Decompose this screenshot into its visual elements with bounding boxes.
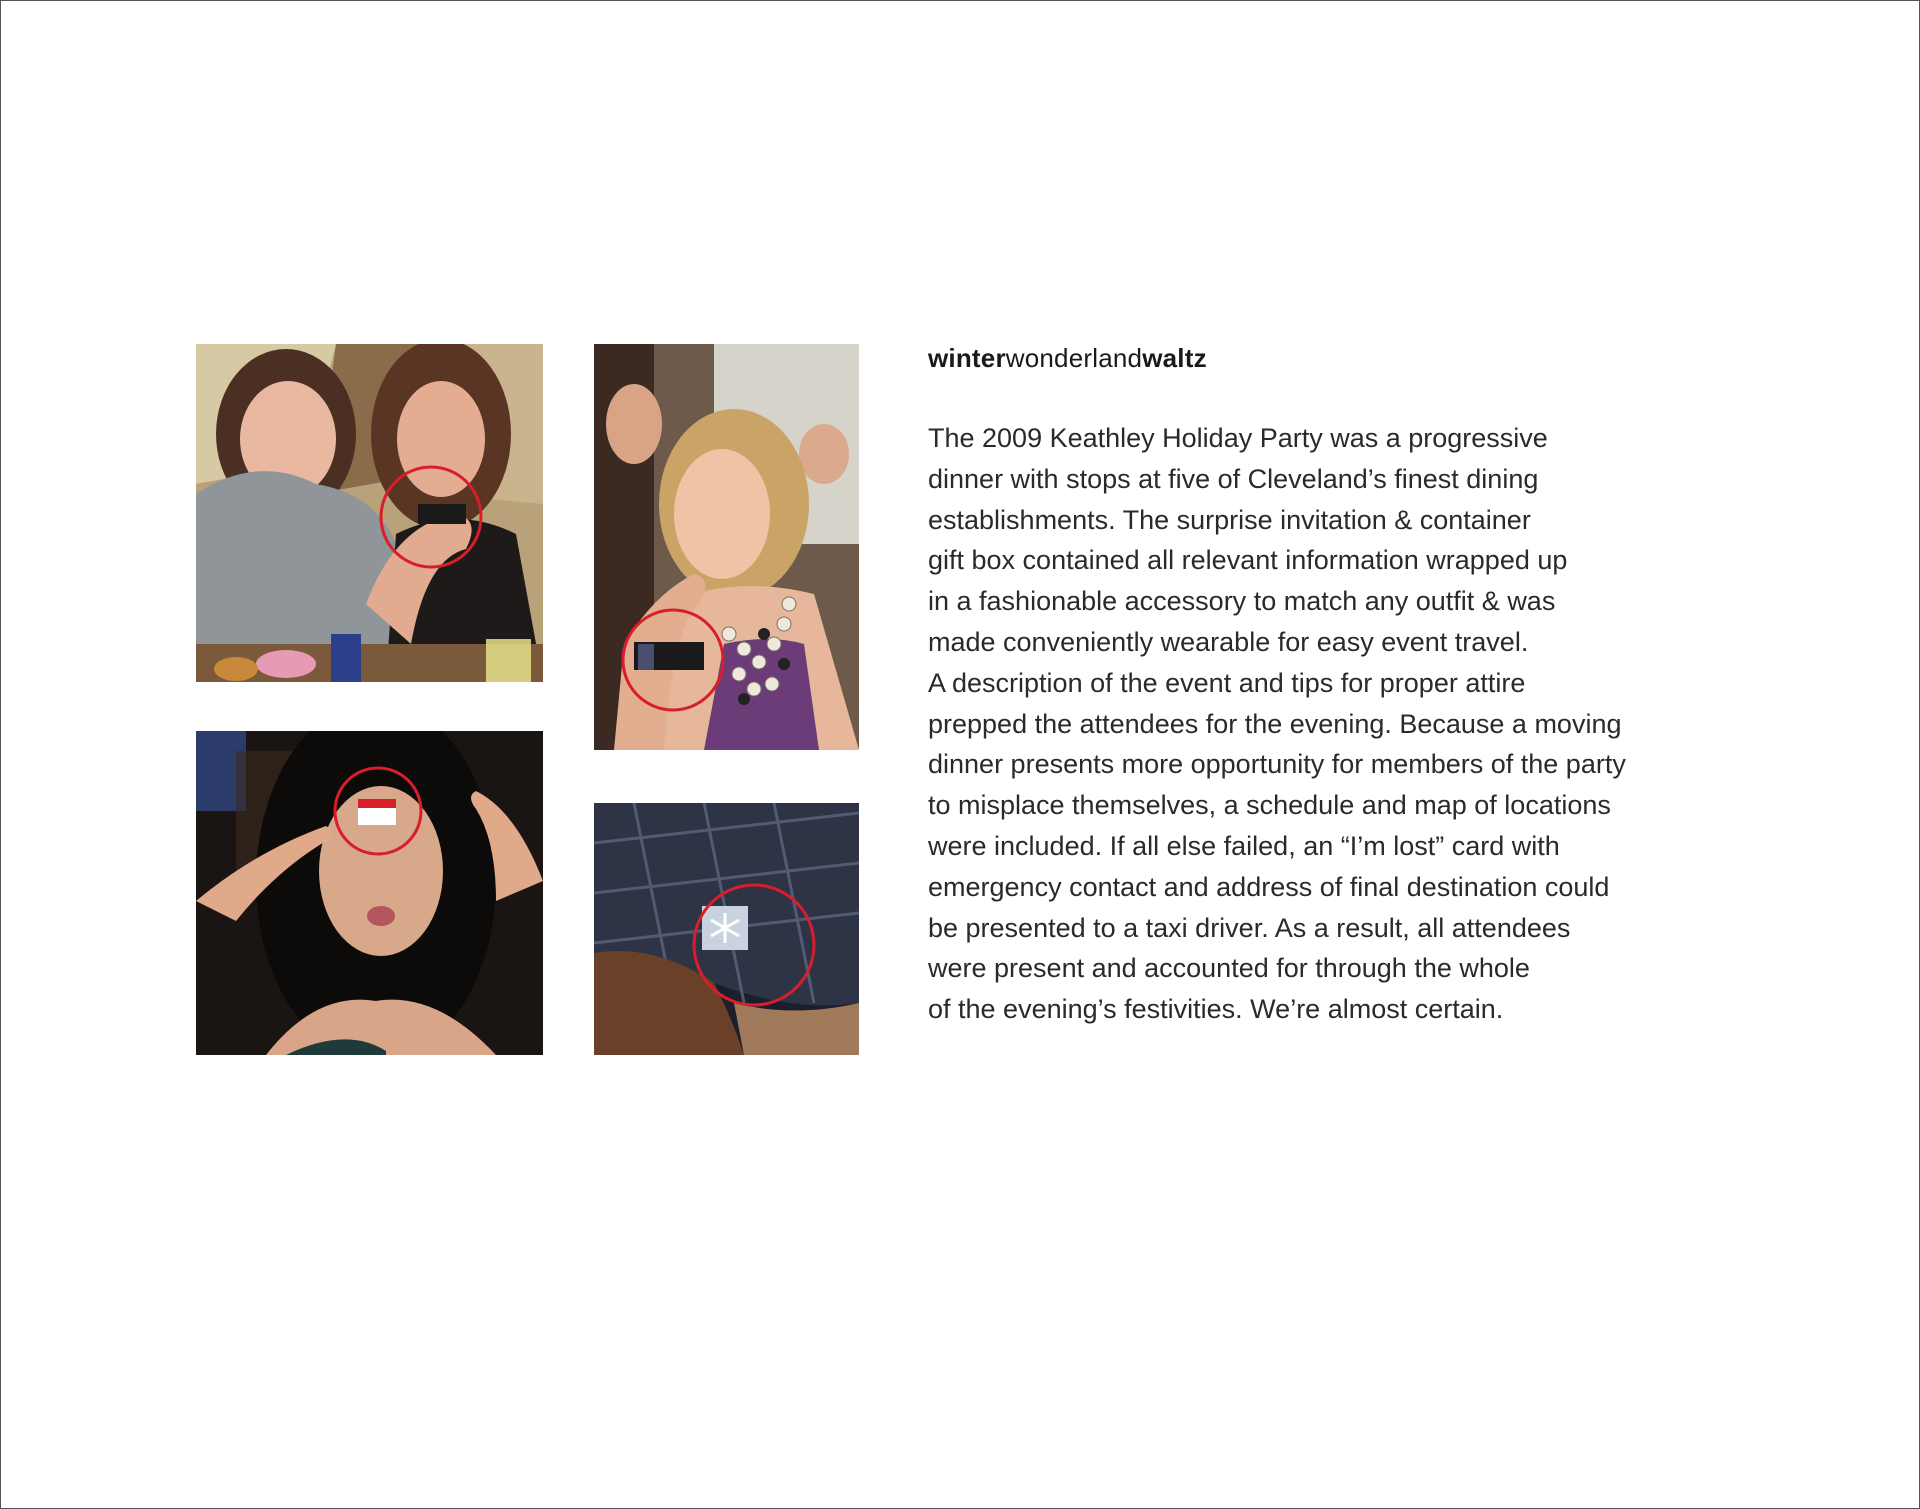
body-line: be presented to a taxi driver. As a result, all attendees — [928, 912, 1571, 943]
body-line: of the evening’s festivities. We’re almost certain. — [928, 994, 1504, 1025]
photo-blonde-woman-wristband — [594, 344, 859, 750]
body-paragraph — [928, 418, 1768, 1030]
body-line: in a fashionable accessory to match any outfit & was — [928, 586, 1556, 617]
body-line: prepped the attendees for the evening. Because a moving — [928, 708, 1622, 739]
photo-woman-forehead-sticker — [196, 731, 543, 1055]
body-line: A description of the event and tips for proper attire — [928, 667, 1526, 698]
body-line: were included. If all else failed, an “I’m lost” card with — [928, 830, 1560, 861]
body-line: The 2009 Keathley Holiday Party was a progressive — [928, 423, 1548, 453]
photo-hat-snowflake-pin — [594, 803, 859, 1055]
section-heading — [928, 343, 1207, 374]
heading-part-waltz: waltz — [1142, 343, 1207, 373]
body-line: made conveniently wearable for easy event travel. — [928, 626, 1529, 657]
photo-two-women-wristband — [196, 344, 543, 682]
body-line: were present and accounted for through the whole — [928, 953, 1530, 984]
body-line: to misplace themselves, a schedule and map of locations — [928, 790, 1611, 821]
body-line: emergency contact and address of final destination could — [928, 871, 1610, 902]
body-line: gift box contained all relevant information wrapped up — [928, 545, 1568, 576]
heading-part-winter: winter — [928, 343, 1006, 373]
heading-part-wonderland: wonderland — [1005, 343, 1143, 373]
body-line: establishments. The surprise invitation & container — [928, 504, 1531, 535]
body-line: dinner with stops at five of Cleveland’s finest dining — [928, 463, 1539, 494]
body-line: dinner presents more opportunity for members of the party — [928, 749, 1626, 780]
